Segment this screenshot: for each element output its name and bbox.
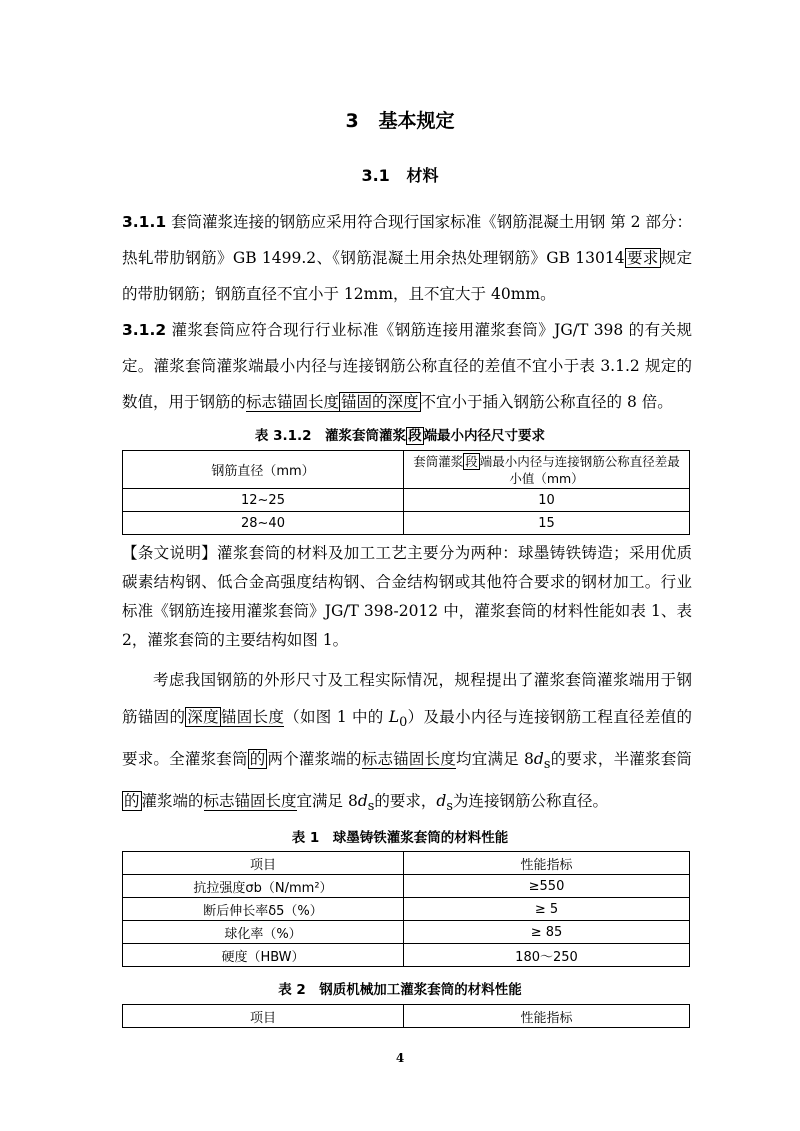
table-header-row (123, 1005, 690, 1028)
table-row (123, 898, 690, 921)
revision-box: 要求 (626, 249, 659, 267)
clause-3-1-1 (122, 204, 692, 312)
table-cell: 180～250 (404, 944, 690, 967)
table-3-1-2 (122, 450, 690, 535)
table-cell: 10 (404, 489, 690, 512)
clause-number: 3.1.1 (122, 213, 167, 231)
table-cell: 抗拉强度σb（N/mm²） (123, 875, 404, 898)
revision-box: 段 (408, 428, 422, 444)
clause-text: 套筒灌浆连接的钢筋应采用符合现行国家标准《钢筋混凝土用钢 第 2 部分：热轧带肋钢筋》GB 1499.2、《钢筋混凝土用余热处理钢筋》GB 13014 (122, 213, 692, 267)
revision-underline: 锚固长度 (220, 708, 285, 726)
chapter-title (0, 106, 800, 133)
table-cell: 断后伸长率δ5（%） (123, 898, 404, 921)
table-header-cell: 套筒灌浆 段 端最小内径与连接钢筋公称直径差最小值（mm） (404, 451, 690, 489)
table-row (123, 875, 690, 898)
table-cell: 28~40 (123, 512, 404, 535)
table-cell: ≥ 85 (404, 921, 690, 944)
table-cell: 硬度（HBW） (123, 944, 404, 967)
revision-box: 段 (465, 453, 478, 469)
table-cell: 15 (404, 512, 690, 535)
table-1-caption: 表 1 球墨铸铁灌浆套筒的材料性能 (291, 830, 509, 846)
clause-number: 3.1.2 (122, 321, 167, 339)
section-number: 3.1 (361, 166, 390, 185)
revision-box: 深度 (187, 708, 219, 726)
revision-box: 的 (124, 792, 140, 811)
table-3-1-2-caption: 表 3.1.2 灌浆套筒灌浆 段 端最小内径尺寸要求 (254, 428, 546, 444)
table-header-cell: 钢筋直径（mm） (123, 451, 404, 489)
table-header-cell: 性能指标 (404, 1005, 690, 1028)
clause-text: 规定的带肋钢筋；钢筋直径不宜小于 12mm，且不宜大于 40mm。 (122, 249, 692, 303)
chapter-number: 3 (345, 110, 359, 132)
revision-underline: 标志锚固长度 (246, 393, 340, 411)
table-1 (122, 851, 690, 967)
table-cell: 球化率（%） (123, 921, 404, 944)
section-title (0, 163, 800, 186)
table-header-row (123, 852, 690, 875)
chapter-name: 基本规定 (378, 110, 455, 132)
table-header-cell: 项目 (123, 1005, 404, 1028)
table-row (123, 921, 690, 944)
revision-underline: 标志锚固长度 (361, 750, 457, 769)
revision-underline: 标志锚固长度 (203, 792, 297, 811)
table-cell: ≥550 (404, 875, 690, 898)
commentary-para-1: 【条文说明】灌浆套筒的材料及加工工艺主要分为两种：球墨铸铁铸造；采用优质碳素结构钢、低合金高强度结构钢、合金结构钢或其他符合要求的钢材加工。行业标准《钢筋连接用灌浆套筒》JG/T 398-2012 中，灌浆套筒的材料性能如表 1、表 2，灌浆套筒的主要结构如图 1。 (122, 544, 692, 649)
page-number: 4 (395, 1051, 405, 1065)
table-row (123, 489, 690, 512)
clause-text: 灌浆套筒应符合现行行业标准《钢筋连接用灌浆套筒》JG/T 398 的有关规定。灌浆套筒灌浆端最小内径与连接钢筋公称直径的差值不宜小于表 3.1.2 规定的数值，用于钢筋的 (122, 321, 692, 411)
clause-text: 不宜小于插入钢筋公称直径的 8 倍。 (420, 393, 673, 411)
table-header-row (123, 451, 690, 489)
table-cell: 12~25 (123, 489, 404, 512)
clause-3-1-2 (122, 312, 692, 420)
revision-box: 锚固的深度 (341, 393, 419, 411)
table-header-cell: 项目 (123, 852, 404, 875)
commentary-para-2: 考虑我国钢筋的外形尺寸及工程实际情况，规程提出了灌浆套筒灌浆端用于钢筋锚固的 深度 锚固长度（如图 1 中的 $L_0$）及最小内径与连接钢筋工程直径差值的要求。全灌浆套筒 的 两个灌浆端的标志锚固长度均宜满足 $8d_s$的要求，半灌浆套筒的 灌浆端的标志锚固长度宜满足 $8d_s$的要求，$d_s$为连接钢筋公称直径。 (122, 671, 692, 815)
table-2-caption: 表 2 钢质机械加工灌浆套筒的材料性能 (278, 982, 522, 998)
table-header-cell: 性能指标 (404, 852, 690, 875)
section-name: 材料 (406, 166, 439, 185)
table-row (123, 512, 690, 535)
table-row (123, 944, 690, 967)
table-cell: ≥ 5 (404, 898, 690, 921)
revision-box: 的 (249, 750, 266, 769)
table-2 (122, 1004, 690, 1028)
